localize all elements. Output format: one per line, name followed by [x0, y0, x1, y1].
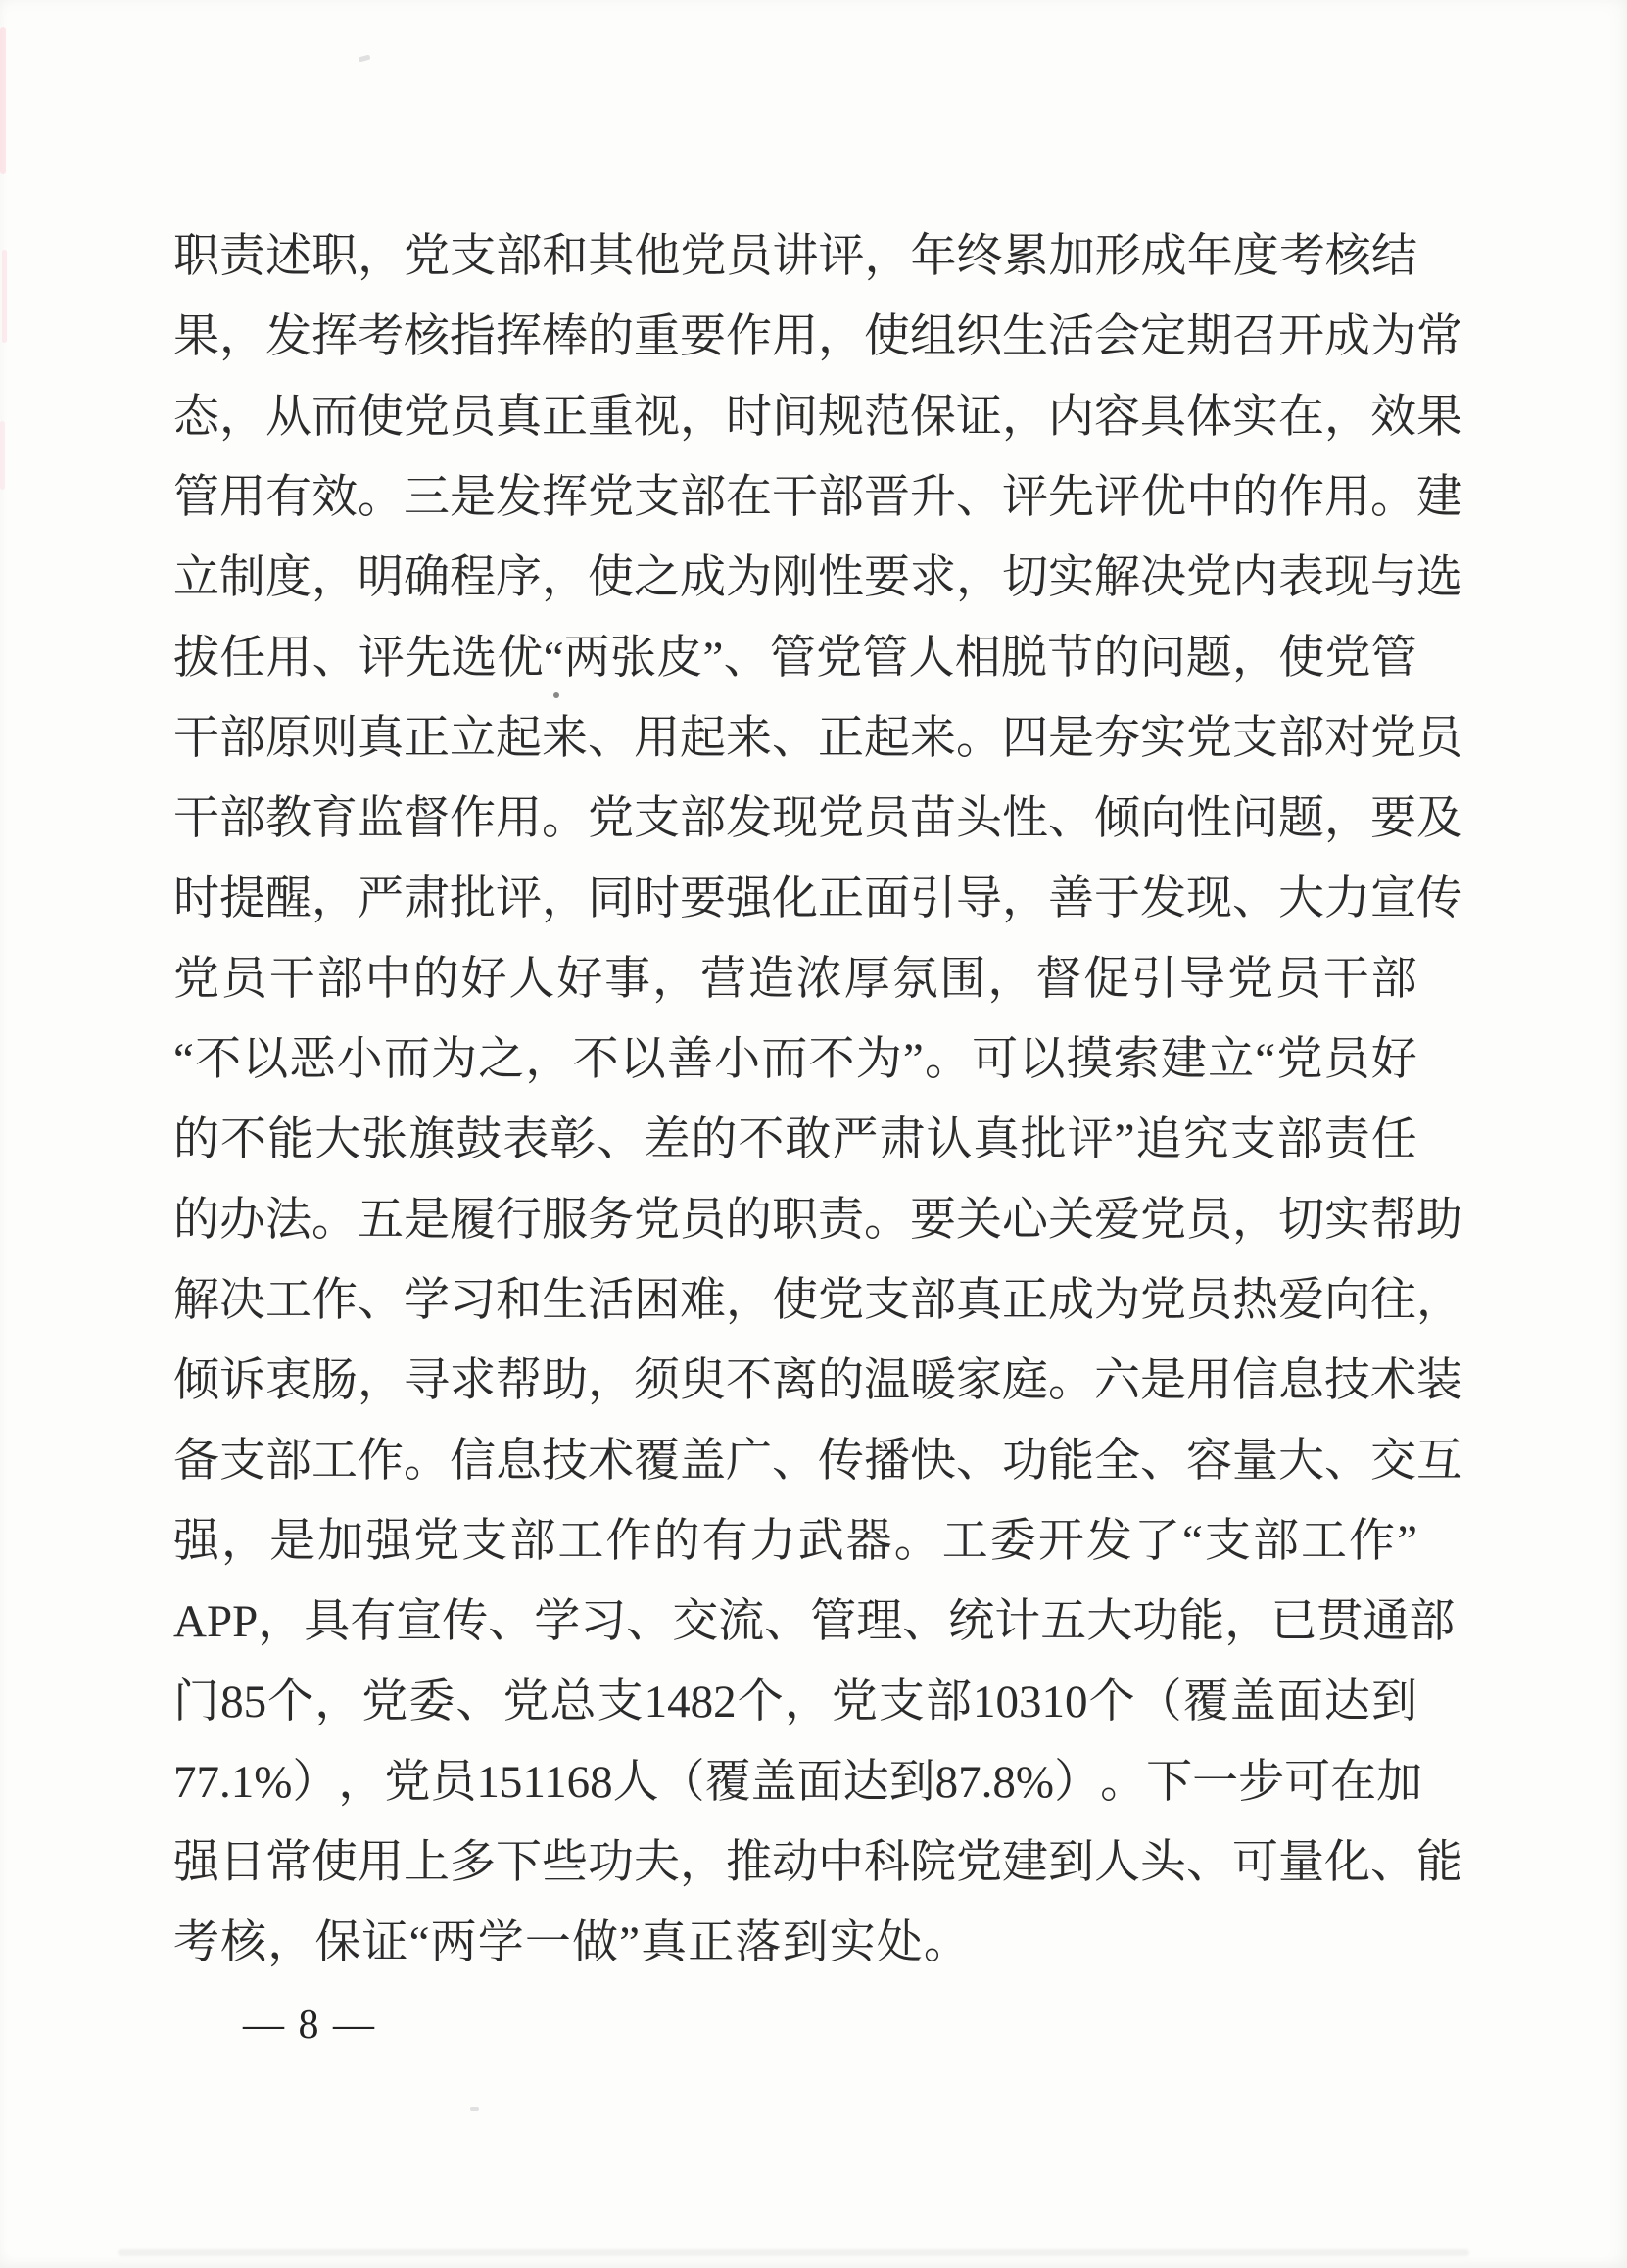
- text-line-18: APP ， 具 有 宣 传 、 学 习 、 交 流 、 管 理 、 统 计 五 大 功 能 ， 已 贯 通 部: [173, 1596, 1456, 1647]
- text-line-06: 拔 任 用 、 评 先 选 优 “ 两 张 皮 ” 、 管 党 管 人 相 脱 节 的 问 题 ， 使 党 管: [173, 633, 1417, 684]
- text-line-02: 果 ， 发 挥 考 核 指 挥 棒 的 重 要 作 用 ， 使 组 织 生 活 会 定 期 召 开 成 为 常: [173, 311, 1462, 362]
- scan-artifact-pink-streak: [0, 421, 5, 490]
- text-line-01: 职 责 述 职 ， 党 支 部 和 其 他 党 员 讲 评 ， 年 终 累 加 形 成 年 度 考 核 结: [173, 231, 1417, 282]
- text-line-10: 党 员 干 部 中 的 好 人 好 事 ， 营 造 浓 厚 氛 围 ， 督 促 引 导 党 员 干 部: [173, 954, 1417, 1005]
- text-line-22: 考 核 ， 保 证 “ 两 学 一 做 ” 真 正 落 到 实 处 。: [173, 1917, 970, 1968]
- text-line-20: 77.1% ） ， 党 员 151168 人 （ 覆 盖 面 达 到 87.8% ） 。 下 一 步 可 在 加: [173, 1757, 1423, 1808]
- scan-artifact-pink-streak: [0, 27, 6, 174]
- text-line-09: 时 提 醒 ， 严 肃 批 评 ， 同 时 要 强 化 正 面 引 导 ， 善 于 发 现 、 大 力 宣 传: [173, 874, 1462, 924]
- scan-artifact-pink-streak: [2, 250, 7, 343]
- text-line-08: 干 部 教 育 监 督 作 用 。 党 支 部 发 现 党 员 苗 头 性 、 倾 向 性 问 题 ， 要 及: [173, 793, 1462, 844]
- scan-artifact-speck: [359, 55, 371, 63]
- text-line-13: 的 办 法 。 五 是 履 行 服 务 党 员 的 职 责 。 要 关 心 关 爱 党 员 ， 切 实 帮 助: [173, 1195, 1462, 1246]
- page-number: — 8 —: [243, 2003, 376, 2048]
- text-line-17: 强 ， 是 加 强 党 支 部 工 作 的 有 力 武 器 。 工 委 开 发 了 “ 支 部 工 作 ”: [173, 1516, 1417, 1567]
- text-line-04: 管 用 有 效 。 三 是 发 挥 党 支 部 在 干 部 晋 升 、 评 先 评 优 中 的 作 用 。 建: [173, 472, 1462, 523]
- text-line-15: 倾 诉 衷 肠 ， 寻 求 帮 助 ， 须 臾 不 离 的 温 暖 家 庭 。 六 是 用 信 息 技 术 装: [173, 1355, 1462, 1406]
- text-line-21: 强 日 常 使 用 上 多 下 些 功 夫 ， 推 动 中 科 院 党 建 到 人 头 、 可 量 化 、 能: [173, 1837, 1462, 1888]
- text-line-12: 的 不 能 大 张 旗 鼓 表 彰 、 差 的 不 敢 严 肃 认 真 批 评 ” 追 究 支 部 责 任: [173, 1114, 1417, 1165]
- scan-artifact-smudge: [118, 2249, 1469, 2256]
- body-text: [173, 216, 1462, 1983]
- text-line-11: “ 不 以 恶 小 而 为 之 ， 不 以 善 小 而 不 为 ” 。 可 以 摸 索 建 立 “ 党 员 好: [173, 1034, 1417, 1085]
- scan-artifact-speck: [470, 2107, 479, 2111]
- text-line-16: 备 支 部 工 作 。 信 息 技 术 覆 盖 广 、 传 播 快 、 功 能 全 、 容 量 大 、 交 互: [173, 1436, 1462, 1487]
- text-line-07: 干 部 原 则 真 正 立 起 来 、 用 起 来 、 正 起 来 。 四 是 夯 实 党 支 部 对 党 员: [173, 713, 1462, 764]
- text-line-03: 态 ， 从 而 使 党 员 真 正 重 视 ， 时 间 规 范 保 证 ， 内 容 具 体 实 在 ， 效 果: [173, 392, 1462, 443]
- text-line-19: 门 85 个 ， 党 委 、 党 总 支 1482 个 ， 党 支 部 10310 个 （ 覆 盖 面 达 到: [173, 1677, 1417, 1727]
- text-line-14: 解 决 工 作 、 学 习 和 生 活 困 难 ， 使 党 支 部 真 正 成 为 党 员 热 爱 向 往 ，: [173, 1275, 1462, 1326]
- text-line-05: 立 制 度 ， 明 确 程 序 ， 使 之 成 为 刚 性 要 求 ， 切 实 解 决 党 内 表 现 与 选: [173, 552, 1462, 603]
